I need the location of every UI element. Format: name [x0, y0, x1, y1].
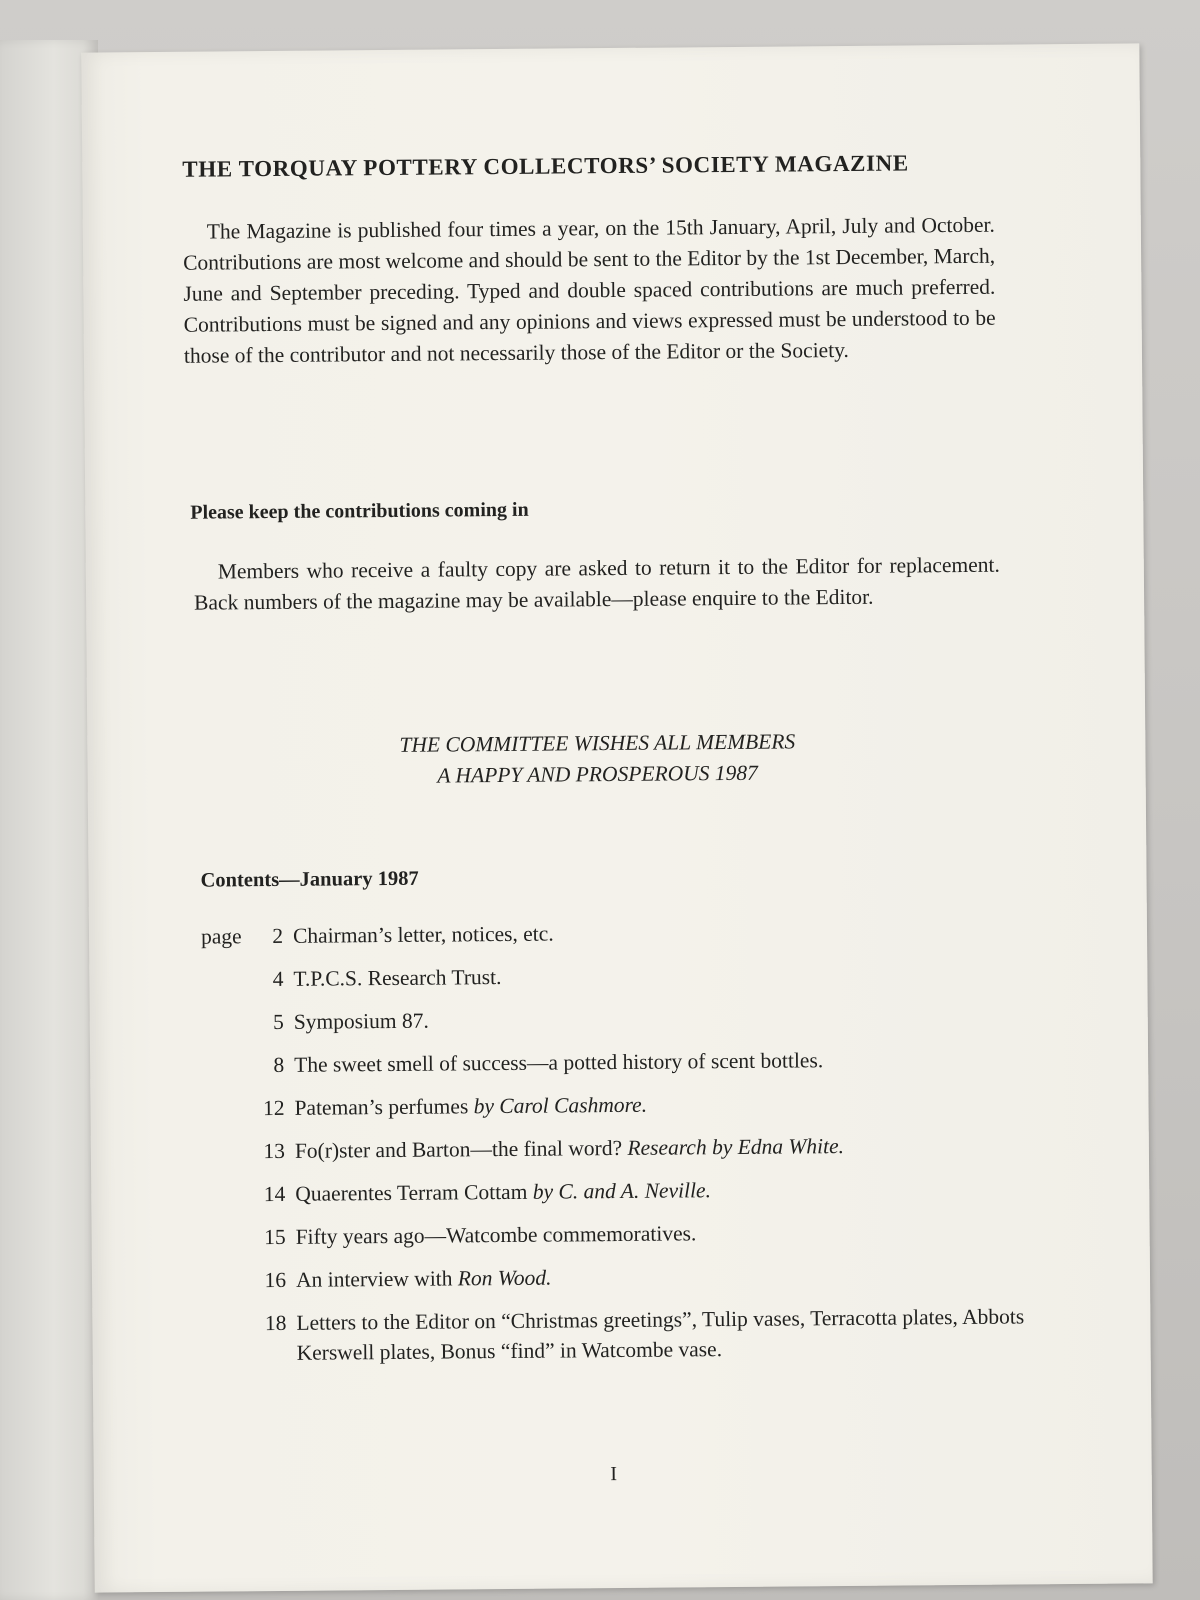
- contents-title: Contents—January 1987: [200, 867, 419, 892]
- contents-list: [201, 914, 1035, 1381]
- item-title: Chairman’s letter, notices, etc.: [292, 921, 554, 948]
- item-title: An interview with Ron Wood.: [295, 1265, 552, 1292]
- list-item: [201, 957, 1031, 994]
- list-item: [204, 1301, 1034, 1368]
- magazine-page: [81, 43, 1152, 1592]
- item-title: Quaerentes Terram Cottam by C. and A. Neville.: [295, 1178, 712, 1206]
- contributions-heading: Please keep the contributions coming in: [190, 498, 529, 524]
- item-page-number: 12: [262, 1095, 285, 1121]
- item-title: Fifty years ago—Watcombe commemoratives.: [295, 1221, 697, 1249]
- list-item: [202, 1000, 1032, 1037]
- greeting-line-1: THE COMMITTEE WISHES ALL MEMBERS: [399, 729, 796, 757]
- item-title: The sweet smell of success—a potted history of scent bottles.: [294, 1048, 824, 1077]
- list-item: [204, 1258, 1034, 1295]
- item-page-number: 5: [272, 1009, 284, 1035]
- page-number: I: [610, 1463, 618, 1486]
- item-page-number: 14: [263, 1181, 286, 1207]
- item-title: Pateman’s perfumes by Carol Cashmore.: [294, 1092, 648, 1120]
- item-title: T.P.C.S. Research Trust.: [293, 965, 502, 991]
- faulty-copy-paragraph: Members who receive a faulty copy are asked to return it to the Editor for replacement. Back numbers of the magazine may be available—please enquire to the Editor.: [194, 552, 1000, 615]
- committee-greeting: [267, 725, 928, 793]
- greeting-line-2: A HAPPY AND PROSPEROUS 1987: [437, 760, 758, 788]
- item-title: Letters to the Editor on “Christmas greetings”, Tulip vases, Terracotta plates, Abbots Kerswell plates, Bonus “find” in Watcombe vase.: [296, 1304, 1025, 1365]
- item-page-number: 16: [264, 1267, 287, 1293]
- item-page-number: 4: [272, 966, 284, 992]
- item-title: Fo(r)ster and Barton—the final word? Research by Edna White.: [294, 1134, 845, 1163]
- magazine-title: THE TORQUAY POTTERY COLLECTORS’ SOCIETY MAGAZINE: [182, 150, 909, 182]
- intro-paragraph: The Magazine is published four times a year, on the 15th January, April, July and October. Contributions are most welcome and should be sent to the Editor by the 1st December, March, June and September preceding. Typed and double spaced contributions are much preferred. Contributions must be signed and any opinions and views expressed must be understood to be those of the contributor and not necessarily those of the Editor or the Society.: [183, 212, 996, 368]
- list-item: [204, 1215, 1034, 1252]
- list-item: [201, 914, 1031, 951]
- item-page-number: 13: [263, 1138, 285, 1164]
- item-page-number: 2: [272, 923, 284, 949]
- item-page-number: 8: [273, 1052, 285, 1078]
- list-item: [202, 1043, 1032, 1080]
- item-title: Symposium 87.: [293, 1008, 429, 1034]
- list-item: [203, 1172, 1033, 1209]
- list-item: [203, 1129, 1033, 1166]
- item-page-number: 18: [264, 1310, 287, 1336]
- page-label: page: [200, 924, 242, 949]
- item-page-number: 15: [264, 1224, 286, 1250]
- list-item: [202, 1086, 1032, 1123]
